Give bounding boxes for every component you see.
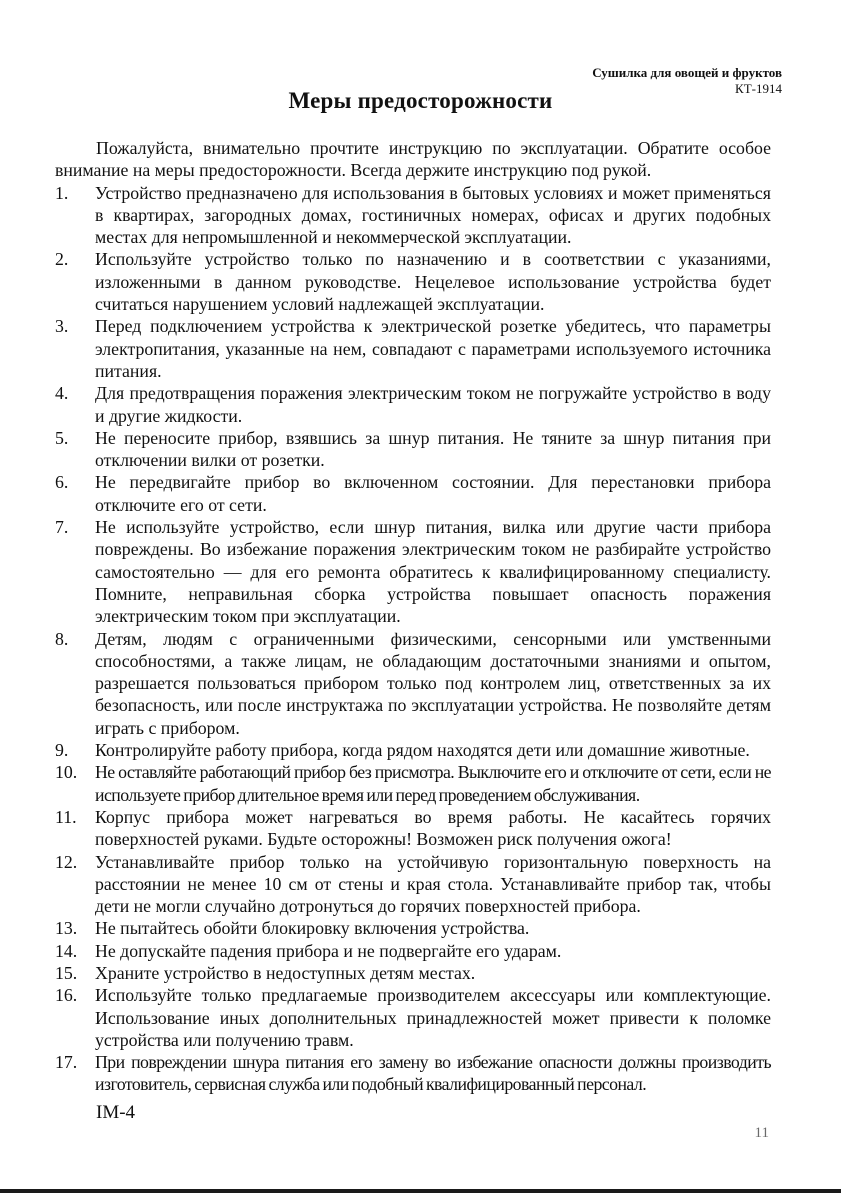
list-item — [55, 382, 771, 427]
page-body — [55, 137, 771, 1096]
item-number: 7. — [55, 517, 69, 538]
item-text: При повреждении шнура питания его замену во избежание опасности должны производить изготовитель, сервисная служба или подобный квалифицированный персонал. — [95, 1052, 771, 1095]
list-item — [55, 471, 771, 516]
item-text: Перед подключением устройства к электрической розетке убедитесь, что параметры электропитания, указанные на нем, совпадают с параметрами используемого источника питания. — [95, 316, 771, 381]
item-text: Используйте устройство только по назначению и в соответствии с указаниями, изложенными в данном руководстве. Нецелевое использование устройства будет считаться нарушением условий надлежащей эксплуатации. — [95, 249, 771, 315]
list-item — [55, 984, 771, 1051]
list-item — [55, 739, 771, 761]
item-text: Корпус прибора может нагреваться во время работы. Не касайтесь горячих поверхностей руками. Будьте осторожны! Возможен риск получения ожога! — [95, 806, 771, 850]
item-text: Не допускайте падения прибора и не подвергайте его ударам. — [95, 940, 562, 961]
item-number: 1. — [55, 182, 69, 203]
document-code: IM-4 — [96, 1102, 136, 1123]
item-number: 10. — [55, 762, 78, 783]
header-product-name: Сушилка для овощей и фруктов — [592, 65, 782, 80]
item-number: 17. — [55, 1052, 78, 1073]
item-number: 16. — [55, 985, 78, 1006]
item-number: 4. — [55, 383, 69, 404]
item-text: Храните устройство в недоступных детям местах. — [95, 962, 476, 983]
list-item — [55, 427, 771, 472]
item-number: 15. — [55, 962, 78, 983]
item-number: 8. — [55, 628, 69, 649]
item-text: Не оставляйте работающий прибор без присмотра. Выключите его и отключите от сети, если не используете прибор длительное время или перед проведением обслуживания. — [95, 762, 771, 805]
item-text: Не передвигайте прибор во включенном состоянии. Для перестановки прибора отключите его от сети. — [95, 472, 771, 515]
page-number: 11 — [754, 1125, 769, 1141]
list-item — [55, 182, 771, 249]
item-number: 11. — [55, 806, 77, 827]
list-item — [55, 962, 771, 984]
intro-paragraph: Пожалуйста, внимательно прочтите инструкцию по эксплуатации. Обратите особое внимание на меры предосторожности. Всегда держите инструкцию под рукой. — [55, 138, 771, 181]
item-number: 12. — [55, 851, 78, 872]
item-text: Устройство предназначено для использования в бытовых условиях и может применяться в квартирах, загородных домах, гостиничных номерах, офисах и других подобных местах для непромышленной и некоммерческой эксплуатации. — [95, 182, 771, 248]
list-item — [55, 917, 771, 939]
item-text: Используйте только предлагаемые производителем аксессуары или комплектующие. Использование иных дополнительных принадлежностей может привести к поломке устройства или получению травм. — [95, 985, 771, 1050]
list-item — [55, 1051, 771, 1096]
list-item — [55, 761, 771, 806]
list-item — [55, 248, 771, 315]
item-number: 5. — [55, 427, 69, 448]
list-item — [55, 516, 771, 627]
item-text: Детям, людям с ограниченными физическими, сенсорными или умственными способностями, а также лицам, не обладающим достаточными знаниями и опытом, разрешается пользоваться прибором только под контролем лиц, ответственных за их безопасность, или после инструктажа по эксплуатации устройства. Не позволяйте детям играть с прибором. — [95, 628, 771, 738]
item-text: Не переносите прибор, взявшись за шнур питания. Не тяните за шнур питания при отключении вилки от розетки. — [95, 427, 771, 471]
item-number: 6. — [55, 472, 69, 493]
item-number: 2. — [55, 249, 69, 270]
item-number: 13. — [55, 918, 78, 939]
list-item — [55, 851, 771, 918]
item-text: Для предотвращения поражения электрическим током не погружайте устройство в воду и другие жидкости. — [95, 383, 771, 426]
list-item — [55, 806, 771, 851]
item-number: 3. — [55, 316, 69, 337]
item-text: Контролируйте работу прибора, когда рядом находятся дети или домашние животные. — [95, 740, 750, 761]
item-number: 14. — [55, 940, 78, 961]
item-text: Не пытайтесь обойти блокировку включения устройства. — [95, 918, 530, 939]
page-title: Меры предосторожности — [288, 88, 553, 113]
item-text: Не используйте устройство, если шнур питания, вилка или другие части прибора повреждены. Во избежание поражения электрическим током не разбирайте устройство самостоятельно — для его ремонта обратитесь к квалифицированному специалисту. Помните, неправильная сборка устройства повышает опасность поражения электрическим током при эксплуатации. — [95, 517, 771, 627]
header-model-number: КТ-1914 — [735, 81, 782, 96]
item-text: Устанавливайте прибор только на устойчивую горизонтальную поверхность на расстоянии не менее 10 см от стены и края стола. Устанавливайте прибор так, чтобы дети не могли случайно дотронуться до горячих поверхностей прибора. — [95, 851, 771, 917]
bottom-divider — [0, 1189, 841, 1193]
list-item — [55, 940, 771, 962]
precautions-list — [55, 182, 771, 1096]
list-item — [55, 315, 771, 382]
list-item — [55, 628, 771, 739]
item-number: 9. — [55, 740, 69, 761]
